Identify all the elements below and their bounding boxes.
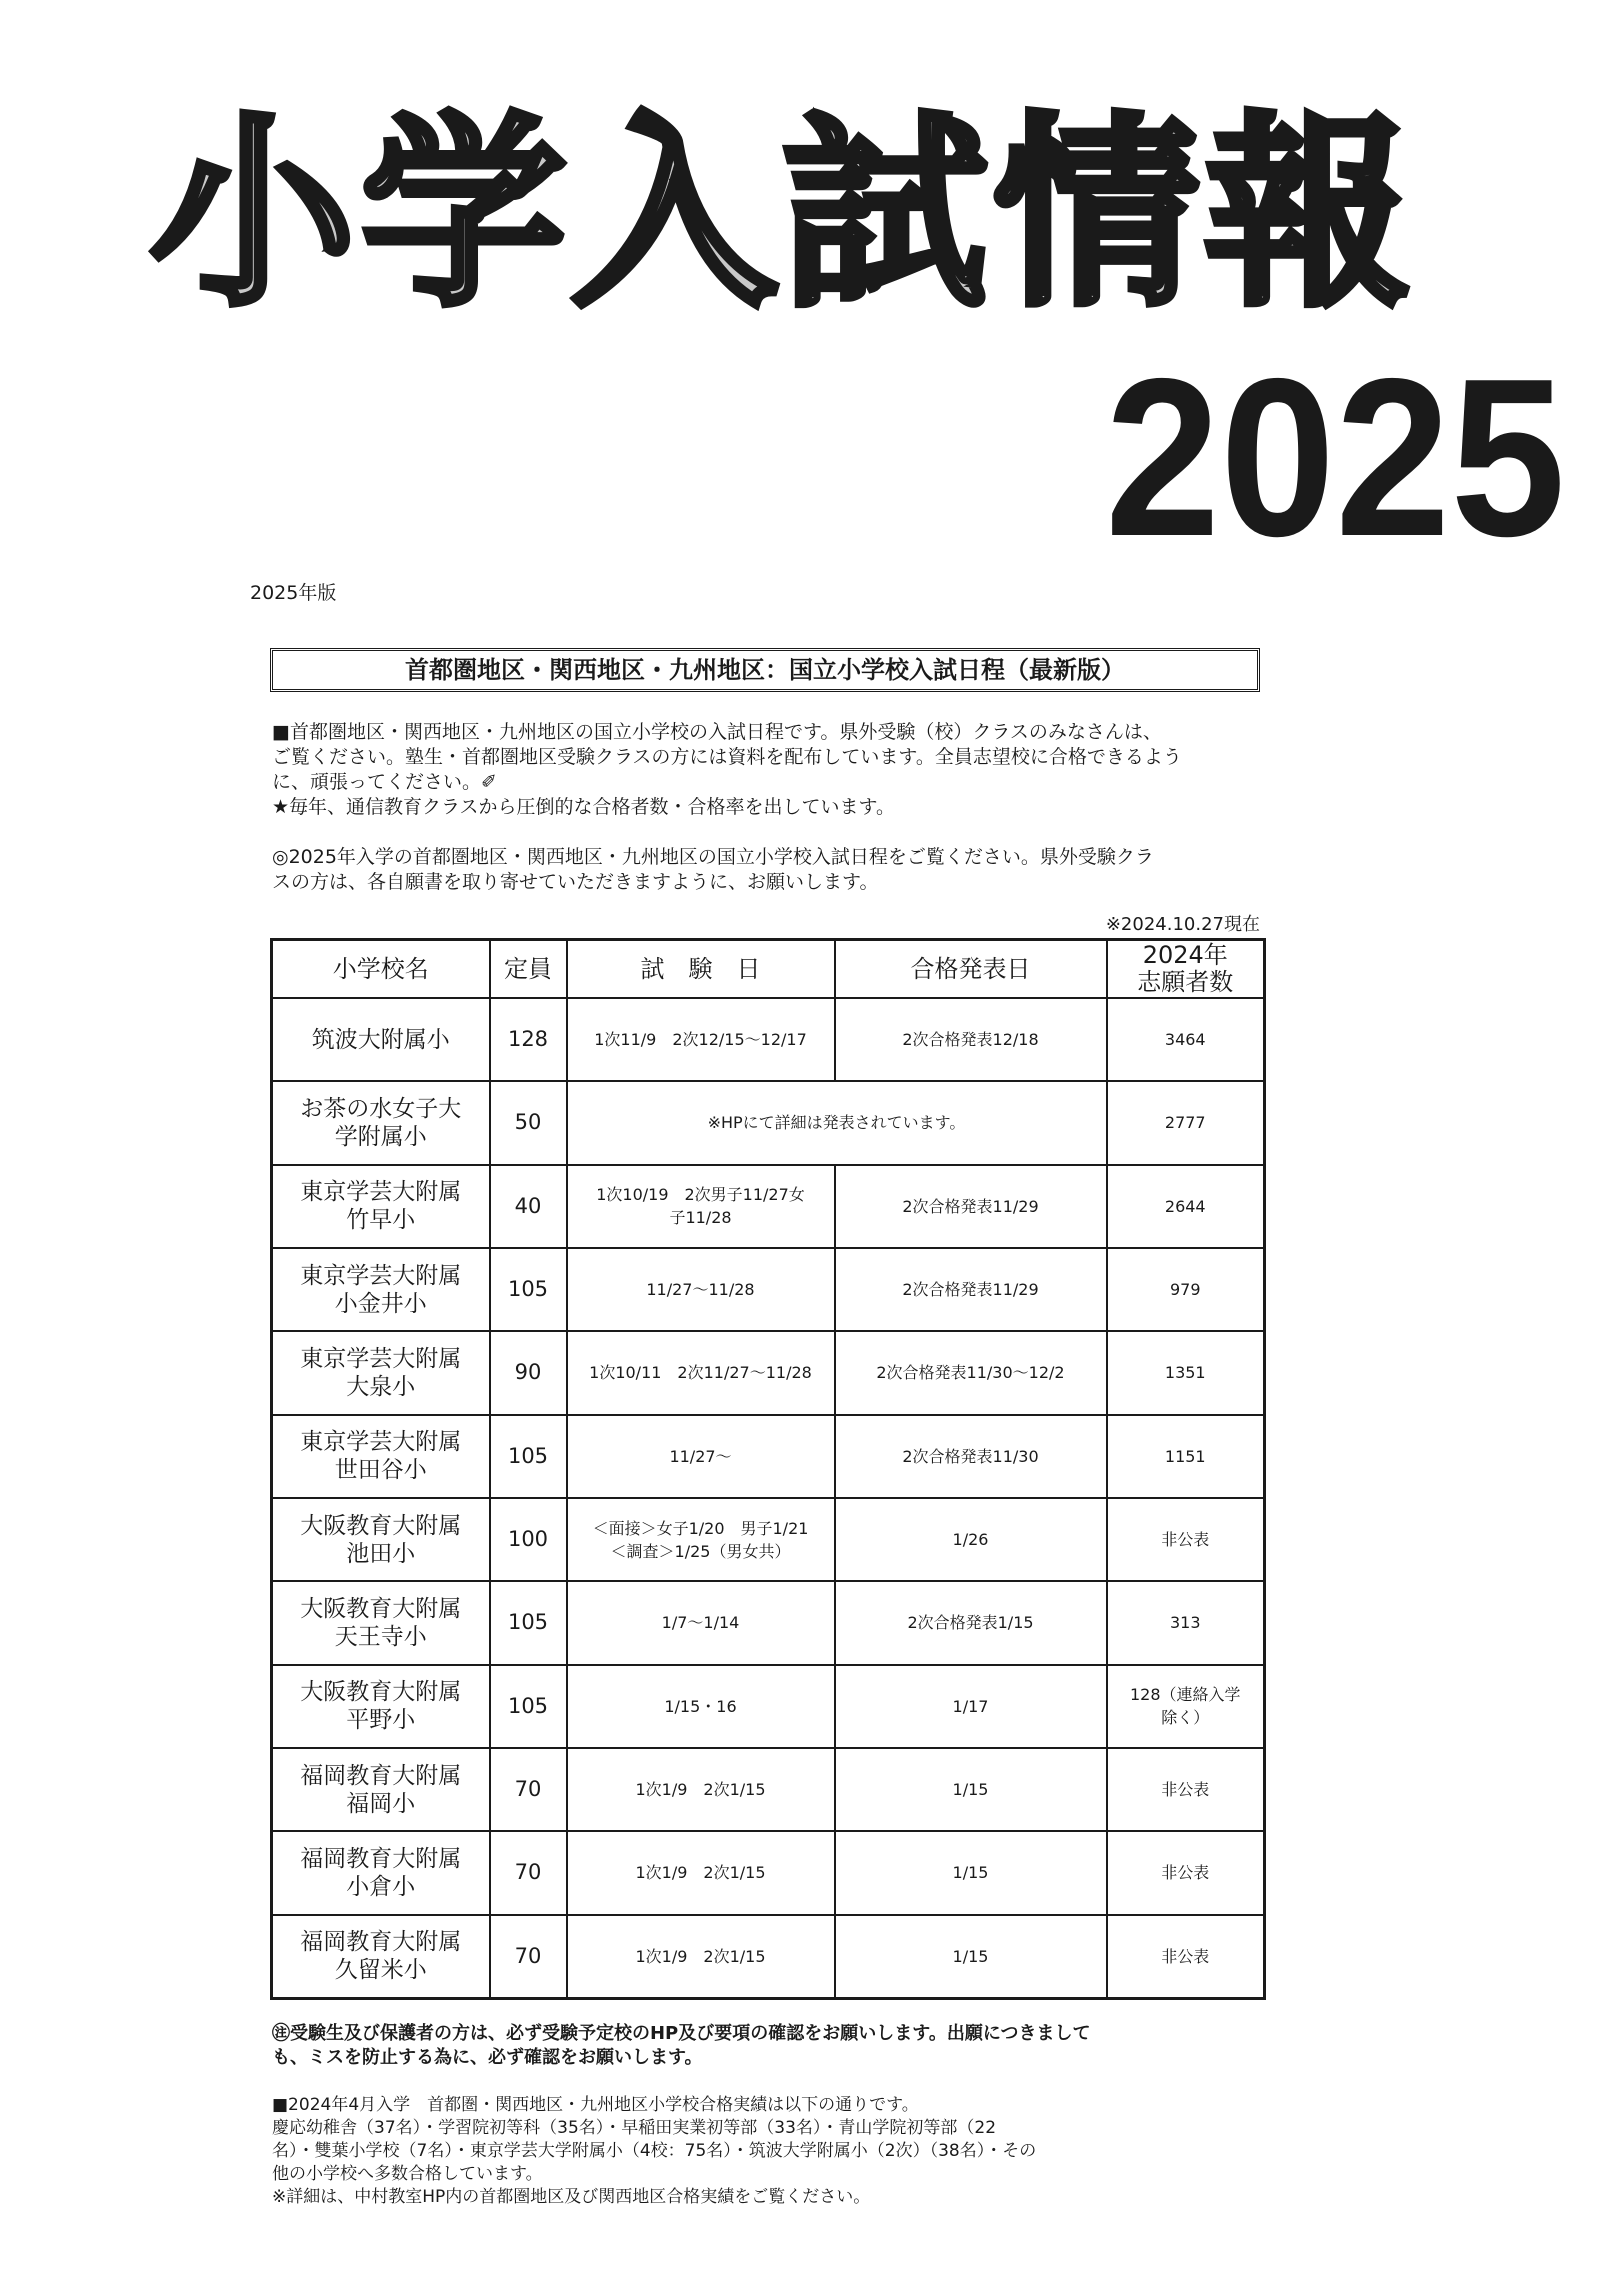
results-note: ※詳細は、中村教室HP内の首都圏地区及び関西地区合格実績をご覧ください。 xyxy=(272,2187,871,2207)
result-date-cell xyxy=(835,1915,1107,1999)
school-name-cell xyxy=(272,1248,490,1331)
applicants-cell-line: 非公表 xyxy=(1161,1530,1210,1550)
exam-date-cell-line: 1/7～1/14 xyxy=(661,1613,740,1633)
exam-date-cell xyxy=(567,1915,835,1999)
table-row xyxy=(272,1415,1265,1498)
result-date-cell xyxy=(835,1498,1107,1581)
school-name-cell-line: 池田小 xyxy=(346,1540,416,1567)
capacity-cell xyxy=(490,1498,567,1581)
school-name-cell-line: 東京学芸大附属 xyxy=(300,1429,462,1456)
results-heading: ■2024年4月入学 首都圏・関西地区・九州地区小学校合格実績は以下の通りです。 xyxy=(272,2095,919,2115)
school-name-cell-line: 大阪教育大附属 xyxy=(300,1679,462,1706)
exam-date-cell xyxy=(567,1748,835,1831)
caution-note xyxy=(272,2022,1282,2070)
caution-line: も、ミスを防止する為に、必ず確認をお願いします。 xyxy=(272,2047,703,2068)
column-header-applicants xyxy=(1107,940,1265,999)
capacity-cell-line: 105 xyxy=(507,1610,549,1635)
result-date-cell-line: 1/17 xyxy=(952,1696,989,1716)
school-name-cell-line: 天王寺小 xyxy=(334,1623,427,1650)
exam-date-cell-line: 1次1/9 2次1/15 xyxy=(635,1780,766,1800)
result-date-cell xyxy=(835,1748,1107,1831)
table-row xyxy=(272,1498,1265,1581)
capacity-cell-line: 105 xyxy=(507,1277,549,1302)
applicants-cell xyxy=(1107,1581,1265,1664)
results-section xyxy=(272,2094,1282,2209)
as-of-date: ※2024.10.27現在 xyxy=(1105,914,1260,935)
result-date-cell xyxy=(835,1331,1107,1414)
column-header-capacity: 定員 xyxy=(490,940,567,999)
exam-date-cell-line: ＜面接＞女子1/20 男子1/21 xyxy=(592,1518,809,1538)
capacity-cell-line: 70 xyxy=(514,1777,542,1802)
notice-paragraph xyxy=(272,845,1272,895)
applicants-cell-line: 非公表 xyxy=(1161,1946,1210,1966)
table-header-row xyxy=(272,940,1265,999)
result-date-cell-line: 1/15 xyxy=(952,1946,989,1966)
capacity-cell xyxy=(490,1415,567,1498)
capacity-cell-line: 100 xyxy=(507,1527,549,1552)
capacity-cell-line: 90 xyxy=(514,1360,542,1385)
school-name-cell-line: 福岡小 xyxy=(346,1790,416,1817)
intro-line: ■首都圏地区・関西地区・九州地区の国立小学校の入試日程です。県外受験（校）クラスのみなさんは、 xyxy=(272,721,1162,743)
applicants-cell xyxy=(1107,1165,1265,1248)
intro-line: に、頑張ってください。✐ xyxy=(272,771,497,793)
school-name-cell xyxy=(272,1165,490,1248)
applicants-header-line: 2024年 xyxy=(1142,941,1228,969)
intro-line: ご覧ください。塾生・首都圏地区受験クラスの方には資料を配布しています。全員志望校に合格できるよう xyxy=(272,746,1182,768)
exam-date-cell xyxy=(567,1665,835,1748)
applicants-cell xyxy=(1107,1331,1265,1414)
edition-label: 2025年版 xyxy=(250,582,337,604)
school-name-cell-line: 大阪教育大附属 xyxy=(300,1512,462,1539)
exam-date-cell xyxy=(567,998,835,1081)
exam-date-cell-line: 1次10/19 2次男子11/27女 xyxy=(596,1185,805,1205)
result-date-cell-line: 2次合格発表11/30 xyxy=(902,1446,1039,1466)
school-name-cell-line: 福岡教育大附属 xyxy=(300,1929,462,1956)
school-name-cell-line: 学附属小 xyxy=(334,1123,427,1150)
result-date-cell-line: 1/26 xyxy=(952,1530,989,1550)
capacity-cell-line: 105 xyxy=(507,1693,549,1718)
result-date-cell xyxy=(835,998,1107,1081)
school-name-cell xyxy=(272,1748,490,1831)
exam-date-cell-line: 1次1/9 2次1/15 xyxy=(635,1946,766,1966)
section-heading: 首都圏地区・関西地区・九州地区：国立小学校入試日程（最新版） xyxy=(270,648,1260,692)
school-name-cell-line: 東京学芸大附属 xyxy=(300,1345,462,1372)
applicants-cell xyxy=(1107,1498,1265,1581)
school-name-cell xyxy=(272,1831,490,1914)
result-date-cell-line: 2次合格発表11/29 xyxy=(902,1280,1039,1300)
table-row xyxy=(272,1165,1265,1248)
exam-date-cell-line: 子11/28 xyxy=(669,1208,732,1228)
result-date-cell-line: 2次合格発表11/29 xyxy=(902,1196,1039,1216)
school-name-cell xyxy=(272,1415,490,1498)
exam-date-cell xyxy=(567,1331,835,1414)
column-header-exam-date: 試 験 日 xyxy=(567,940,835,999)
exam-date-cell-line: ＜調査＞1/25（男女共） xyxy=(610,1541,791,1561)
school-name-cell-line: 大泉小 xyxy=(346,1373,416,1400)
merged-note-cell-line: ※HPにて詳細は発表されています。 xyxy=(707,1113,966,1133)
results-line: 慶応幼稚舎（37名）・学習院初等科（35名）・早稲田実業初等部（33名）・青山学院初等部（22 xyxy=(272,2118,997,2138)
applicants-cell-line: 979 xyxy=(1169,1280,1201,1300)
exam-schedule-table xyxy=(270,938,1266,2000)
exam-date-cell-line: 11/27～11/28 xyxy=(646,1280,755,1300)
capacity-cell xyxy=(490,1831,567,1914)
exam-date-cell-line: 1次11/9 2次12/15～12/17 xyxy=(594,1030,807,1050)
table-row xyxy=(272,1581,1265,1664)
table-row xyxy=(272,1915,1265,1999)
school-name-cell-line: 東京学芸大附属 xyxy=(300,1179,462,1206)
capacity-cell-line: 70 xyxy=(514,1943,542,1968)
capacity-cell xyxy=(490,1581,567,1664)
table-row xyxy=(272,1331,1265,1414)
school-name-cell xyxy=(272,1665,490,1748)
school-name-cell-line: 福岡教育大附属 xyxy=(300,1845,462,1872)
result-date-cell xyxy=(835,1665,1107,1748)
capacity-cell-line: 40 xyxy=(514,1193,542,1218)
exam-date-cell xyxy=(567,1415,835,1498)
exam-date-cell-line: 1/15・16 xyxy=(664,1696,737,1716)
result-date-cell xyxy=(835,1165,1107,1248)
applicants-cell-line: 非公表 xyxy=(1161,1780,1210,1800)
applicants-cell-line: 3464 xyxy=(1164,1030,1206,1050)
applicants-cell xyxy=(1107,1415,1265,1498)
applicants-cell xyxy=(1107,1081,1265,1164)
notice-line: スの方は、各自願書を取り寄せていただきますように、お願いします。 xyxy=(272,871,879,893)
column-header-school: 小学校名 xyxy=(272,940,490,999)
column-header-result-date: 合格発表日 xyxy=(835,940,1107,999)
school-name-cell-line: お茶の水女子大 xyxy=(300,1095,462,1122)
result-date-cell xyxy=(835,1831,1107,1914)
results-line: 名）・雙葉小学校（7名）・東京学芸大学附属小（4校：75名）・筑波大学附属小（2次）（38名）・その xyxy=(272,2141,1037,2161)
result-date-cell-line: 2次合格発表1/15 xyxy=(907,1613,1034,1633)
school-name-cell-line: 大阪教育大附属 xyxy=(300,1595,462,1622)
school-name-cell-line: 久留米小 xyxy=(334,1957,427,1984)
school-name-cell xyxy=(272,1081,490,1164)
applicants-cell xyxy=(1107,1831,1265,1914)
table-row xyxy=(272,1665,1265,1748)
exam-date-cell-line: 11/27～ xyxy=(669,1446,732,1466)
page-title: 小学入試情報 xyxy=(150,96,1416,334)
exam-date-cell xyxy=(567,1831,835,1914)
caution-line: ㊟受験生及び保護者の方は、必ず受験予定校のHP及び要項の確認をお願いします。出願につきまして xyxy=(272,2023,1091,2044)
applicants-cell-line: 128（連絡入学 xyxy=(1129,1685,1241,1705)
school-name-cell-line: 竹早小 xyxy=(346,1207,416,1234)
school-name-cell xyxy=(272,1915,490,1999)
school-name-cell-line: 平野小 xyxy=(346,1707,416,1734)
exam-date-cell xyxy=(567,1498,835,1581)
applicants-cell xyxy=(1107,1665,1265,1748)
intro-paragraph xyxy=(272,720,1272,820)
school-name-cell-line: 東京学芸大附属 xyxy=(300,1262,462,1289)
table-row xyxy=(272,998,1265,1081)
result-date-cell xyxy=(835,1581,1107,1664)
exam-date-cell xyxy=(567,1165,835,1248)
capacity-cell xyxy=(490,1748,567,1831)
applicants-cell xyxy=(1107,1748,1265,1831)
result-date-cell xyxy=(835,1248,1107,1331)
school-name-cell-line: 筑波大附属小 xyxy=(311,1026,450,1053)
result-date-cell-line: 1/15 xyxy=(952,1863,989,1883)
capacity-cell xyxy=(490,1915,567,1999)
school-name-cell xyxy=(272,1498,490,1581)
capacity-cell-line: 70 xyxy=(514,1860,542,1885)
table-row xyxy=(272,1081,1265,1164)
applicants-header-line: 志願者数 xyxy=(1137,968,1234,996)
school-name-cell-line: 小金井小 xyxy=(334,1290,427,1317)
applicants-cell-line: 除く） xyxy=(1161,1708,1210,1728)
capacity-cell xyxy=(490,1248,567,1331)
school-name-cell-line: 世田谷小 xyxy=(334,1457,427,1484)
table-row xyxy=(272,1831,1265,1914)
capacity-cell-line: 128 xyxy=(507,1027,549,1052)
applicants-cell-line: 2777 xyxy=(1164,1113,1206,1133)
applicants-cell-line: 1151 xyxy=(1164,1446,1206,1466)
exam-date-cell xyxy=(567,1581,835,1664)
school-name-cell xyxy=(272,1331,490,1414)
capacity-cell-line: 105 xyxy=(507,1443,549,1468)
star-note: ★毎年、通信教育クラスから圧倒的な合格者数・合格率を出しています。 xyxy=(272,796,895,818)
applicants-cell-line: 1351 xyxy=(1164,1363,1206,1383)
table-row xyxy=(272,1248,1265,1331)
exam-date-cell-line: 1次1/9 2次1/15 xyxy=(635,1863,766,1883)
exam-date-cell-line: 1次10/11 2次11/27～11/28 xyxy=(589,1363,812,1383)
exam-date-cell xyxy=(567,1248,835,1331)
table-row xyxy=(272,1748,1265,1831)
results-line: 他の小学校へ多数合格しています。 xyxy=(272,2164,543,2184)
year-title: 2025 xyxy=(1105,331,1566,583)
notice-line: ◎2025年入学の首都圏地区・関西地区・九州地区の国立小学校入試日程をご覧ください。県外受験クラ xyxy=(272,846,1154,868)
merged-note-cell xyxy=(567,1081,1107,1164)
applicants-cell-line: 非公表 xyxy=(1161,1863,1210,1883)
result-date-cell xyxy=(835,1415,1107,1498)
result-date-cell-line: 1/15 xyxy=(952,1780,989,1800)
school-name-cell-line: 小倉小 xyxy=(346,1873,416,1900)
school-name-cell-line: 福岡教育大附属 xyxy=(300,1762,462,1789)
capacity-cell xyxy=(490,1081,567,1164)
school-name-cell xyxy=(272,1581,490,1664)
capacity-cell-line: 50 xyxy=(514,1110,542,1135)
school-name-cell xyxy=(272,998,490,1081)
capacity-cell xyxy=(490,1665,567,1748)
result-date-cell-line: 2次合格発表11/30～12/2 xyxy=(876,1363,1065,1383)
applicants-cell xyxy=(1107,1248,1265,1331)
capacity-cell xyxy=(490,998,567,1081)
applicants-cell-line: 313 xyxy=(1169,1613,1201,1633)
applicants-cell xyxy=(1107,1915,1265,1999)
applicants-cell-line: 2644 xyxy=(1164,1196,1206,1216)
capacity-cell xyxy=(490,1331,567,1414)
applicants-cell xyxy=(1107,998,1265,1081)
result-date-cell-line: 2次合格発表12/18 xyxy=(902,1030,1039,1050)
capacity-cell xyxy=(490,1165,567,1248)
